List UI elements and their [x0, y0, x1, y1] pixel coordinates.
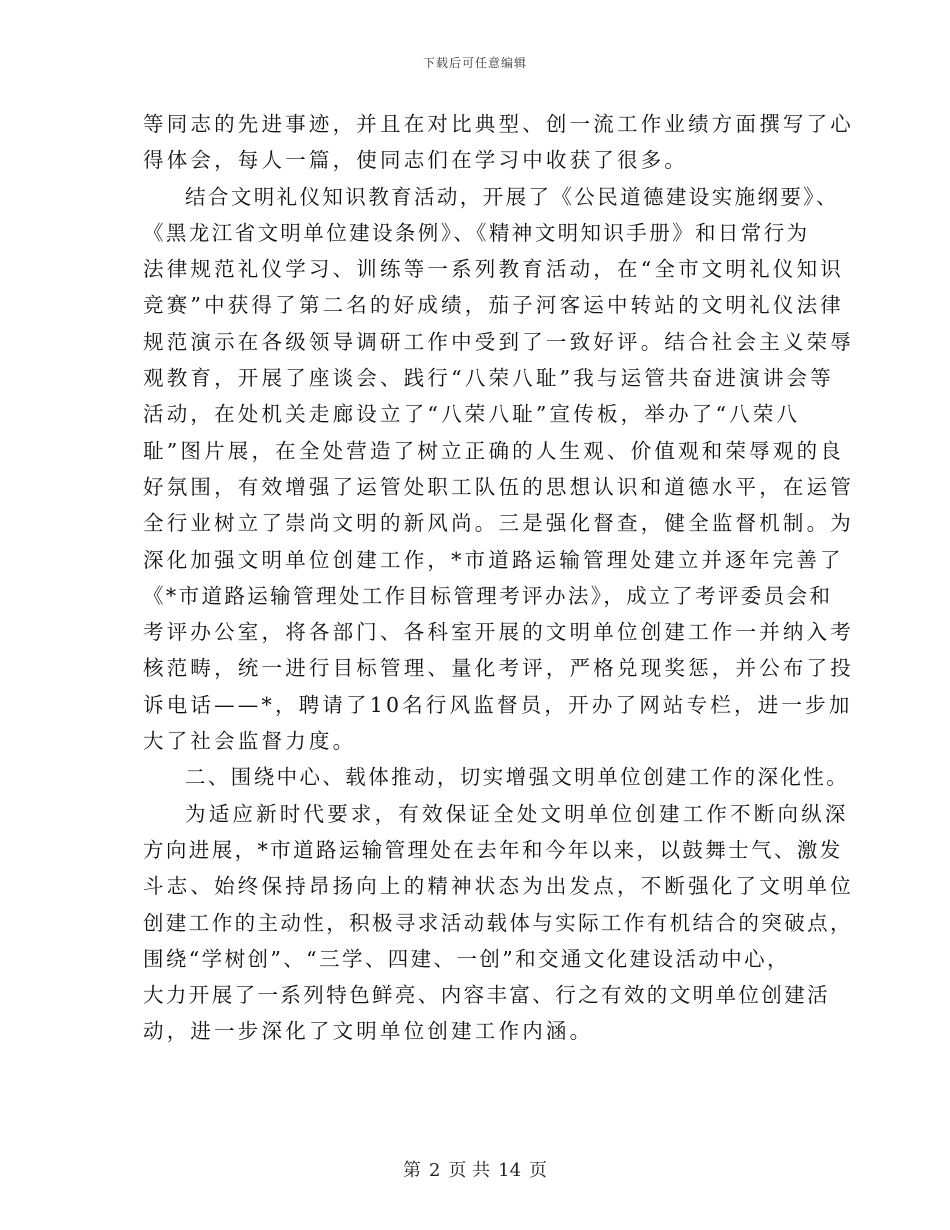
text-line: 《黑龙江省文明单位建设条例》、《精神文明知识手册》和日常行为 — [143, 220, 810, 245]
page-label-mid: 页 共 — [448, 1160, 491, 1181]
text-line: 观教育，开展了座谈会、践行“八荣八耻”我与运管共奋进演讲会等 — [143, 366, 834, 391]
text-line: 得体会，每人一篇，使同志们在学习中收获了很多。 — [143, 148, 689, 173]
page-footer — [0, 1156, 950, 1182]
text-line: 好氛围，有效增强了运管处职工队伍的思想认识和道德水平，在运管 — [143, 474, 854, 499]
text-line: 诉电话——*，聘请了10名行风监督员，开办了网站专栏，进一步加 — [143, 692, 853, 717]
page-header: 下载后可任意编辑 — [422, 56, 527, 70]
text-line: 全行业树立了崇尚文明的新风尚。三是强化督查，健全监督机制。为 — [143, 511, 854, 536]
current-page-number: 2 — [428, 1160, 441, 1181]
text-line: 大了社会监督力度。 — [143, 729, 357, 754]
text-line: 竞赛”中获得了第二名的好成绩，茄子河客运中转站的文明礼仪法律 — [143, 293, 844, 318]
page-label-suffix: 页 — [529, 1160, 548, 1181]
text-line: 法律规范礼仪学习、训练等一系列教育活动，在“全市文明礼仪知识 — [143, 257, 844, 282]
text-line: 深化加强文明单位创建工作，*市道路运输管理处建立并逐年完善了 — [143, 547, 844, 572]
text-line: 围绕“学树创”、“三学、四建、一创”和交通文化建设活动中心， — [143, 946, 790, 971]
paragraph-start-line: 结合文明礼仪知识教育活动，开展了《公民道德建设实施纲要》、 — [185, 184, 839, 209]
text-line: 《*市道路运输管理处工作目标管理考评办法》，成立了考评委员会和 — [143, 583, 833, 608]
section-heading: 二、围绕中心、载体推动，切实增强文明单位创建工作的深化性。 — [185, 765, 850, 790]
text-line: 活动，在处机关走廊设立了“八荣八耻”宣传板，举办了“八荣八 — [143, 402, 801, 427]
text-line: 等同志的先进事迹，并且在对比典型、创一流工作业绩方面撰写了心 — [143, 112, 854, 136]
text-line: 核范畴，统一进行目标管理、量化考评，严格兑现奖惩，并公布了投 — [143, 656, 854, 681]
page-label-prefix: 第 — [402, 1160, 421, 1181]
document-body — [143, 106, 854, 1050]
text-line: 动，进一步深化了文明单位创建工作内涵。 — [143, 1019, 594, 1044]
total-pages-number: 14 — [498, 1160, 522, 1181]
text-line: 创建工作的主动性，积极寻求活动载体与实际工作有机结合的突破点， — [143, 910, 853, 935]
text-line: 方向进展，*市道路运输管理处在去年和今年以来，以鼓舞士气、激发 — [143, 837, 843, 862]
text-line: 考评办公室，将各部门、各科室开展的文明单位创建工作一并纳入考 — [143, 620, 854, 645]
paragraph-start-line: 为适应新时代要求，有效保证全处文明单位创建工作不断向纵深 — [185, 801, 849, 826]
text-line: 规范演示在各级领导调研工作中受到了一致好评。结合社会主义荣辱 — [143, 329, 854, 354]
text-line: 耻”图片展，在全处营造了树立正确的人生观、价值观和荣辱观的良 — [143, 438, 844, 463]
text-line: 大力开展了一系列特色鲜亮、内容丰富、行之有效的文明单位创建活 — [143, 983, 830, 1008]
text-line: 斗志、始终保持昂扬向上的精神状态为出发点，不断强化了文明单位 — [143, 874, 854, 899]
